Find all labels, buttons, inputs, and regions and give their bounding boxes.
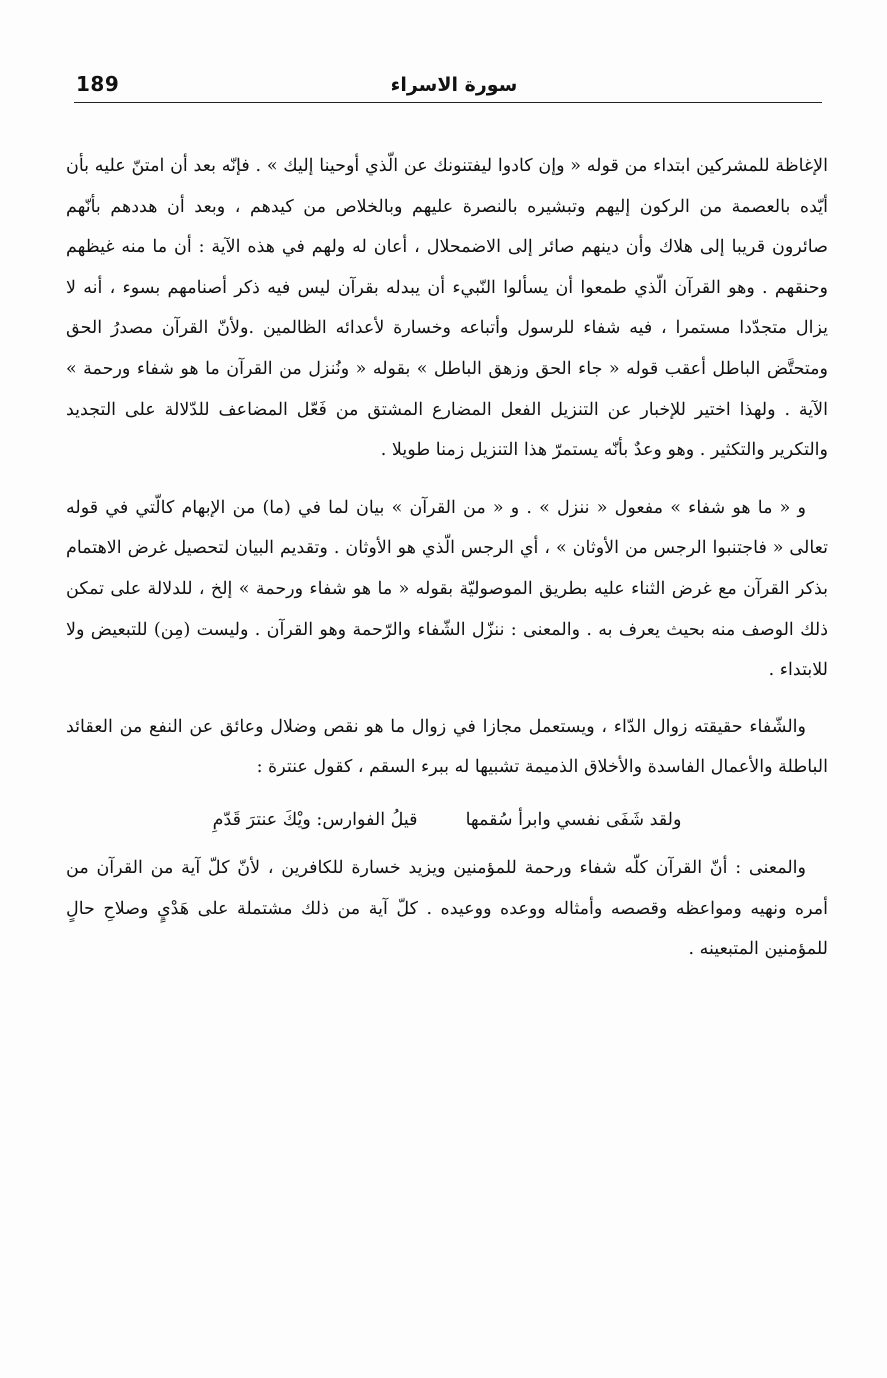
page-number: 189 <box>76 72 120 96</box>
poem-first-hemistich: ولقد شَفَى نفسي وابرأ سُقمها <box>465 809 682 830</box>
page-body <box>66 146 828 970</box>
closing-paragraph: والمعنى : أنّ القرآن كلّه شفاء ورحمة للمؤمنين ويزيد خسارة للكافرين ، لأنّ كلّ آية من القرآن من أمره ونهيه ومواعظه وقصصه وأمثاله ووعده ووعيده . كلّ آية من ذلك مشتملة على هَدْيٍ وصلاحِ حالٍ للمؤمنين المتبعينه . <box>66 857 828 960</box>
page-header <box>74 70 822 104</box>
paragraph-3: والشّفاء حقيقته زوال الدّاء ، ويستعمل مجازا في زوال ما هو نقص وضلال وعائق عن النفع من العقائد الباطلة والأعمال الفاسدة والأخلاق الذميمة تشبيها له ببرء السقم ، كقول عنترة : <box>66 716 828 778</box>
paragraph-2: و « ما هو شفاء » مفعول « ننزل » . و « من القرآن » بيان لما في (ما) من الإبهام كالّتي في قوله تعالى « فاجتنبوا الرجس من الأوثان » ، أي الرجس الّذي هو الأوثان . وتقديم البيان لتحصيل غرض الاهتمام بذكر القرآن مع غرض الثناء عليه بطريق الموصوليّة بقوله « ما هو شفاء ورحمة » إلخ ، للدلالة على تمكن ذلك الوصف منه بحيث يعرف به . والمعنى : ننزّل الشّفاء والرّحمة وهو القرآن . وليست (مِن) للتبعيض ولا للابتداء . <box>66 497 828 681</box>
header-rule <box>74 102 822 103</box>
poem-second-hemistich: قيلُ الفوارس: ويْكَ عنترَ قَدّمِ <box>212 809 418 830</box>
running-title: سورة الاسراء <box>390 74 518 96</box>
poem-verse <box>66 798 828 842</box>
paragraph-1: الإغاظة للمشركين ابتداء من قوله « وإن كادوا ليفتنونك عن الّذي أوحينا إليك » . فإنّه بعد أن امتنّ عليه بأن أيّده بالعصمة من الركون إليهم وتبشيره بالنصرة عليهم وبالخلاص من كيدهم ، وبعد أن هددهم بأنّهم صائرون قريبا إلى هلاك وأن دينهم صائر إلى الاضمحلال ، أعان له ولهم في هذه الآية : أن ما منه غيظهم وحنقهم . وهو القرآن الّذي طمعوا أن يسألوا النّبيء أن يبدله بقرآن ليس فيه ذكر أصنامهم بسوء ، أنه لا يزال متجدّدا مستمرا ، فيه شفاء للرسول وأتباعه وخسارة لأعدائه الظالمين .ولأنّ القرآن مصدرُ الحق ومتحتَّض الباطل أعقب قوله « جاء الحق وزهق الباطل » بقوله « ونُنزل من القرآن ما هو شفاء ورحمة » الآية . ولهذا اختير للإخبار عن التنزيل الفعل المضارع المشتق من فَعّل المضاعف للدّلالة على التجديد والتكرير والتكثير . وهو وعدٌ بأنّه يستمرّ هذا التنزيل زمنا طويلا . <box>66 156 828 461</box>
